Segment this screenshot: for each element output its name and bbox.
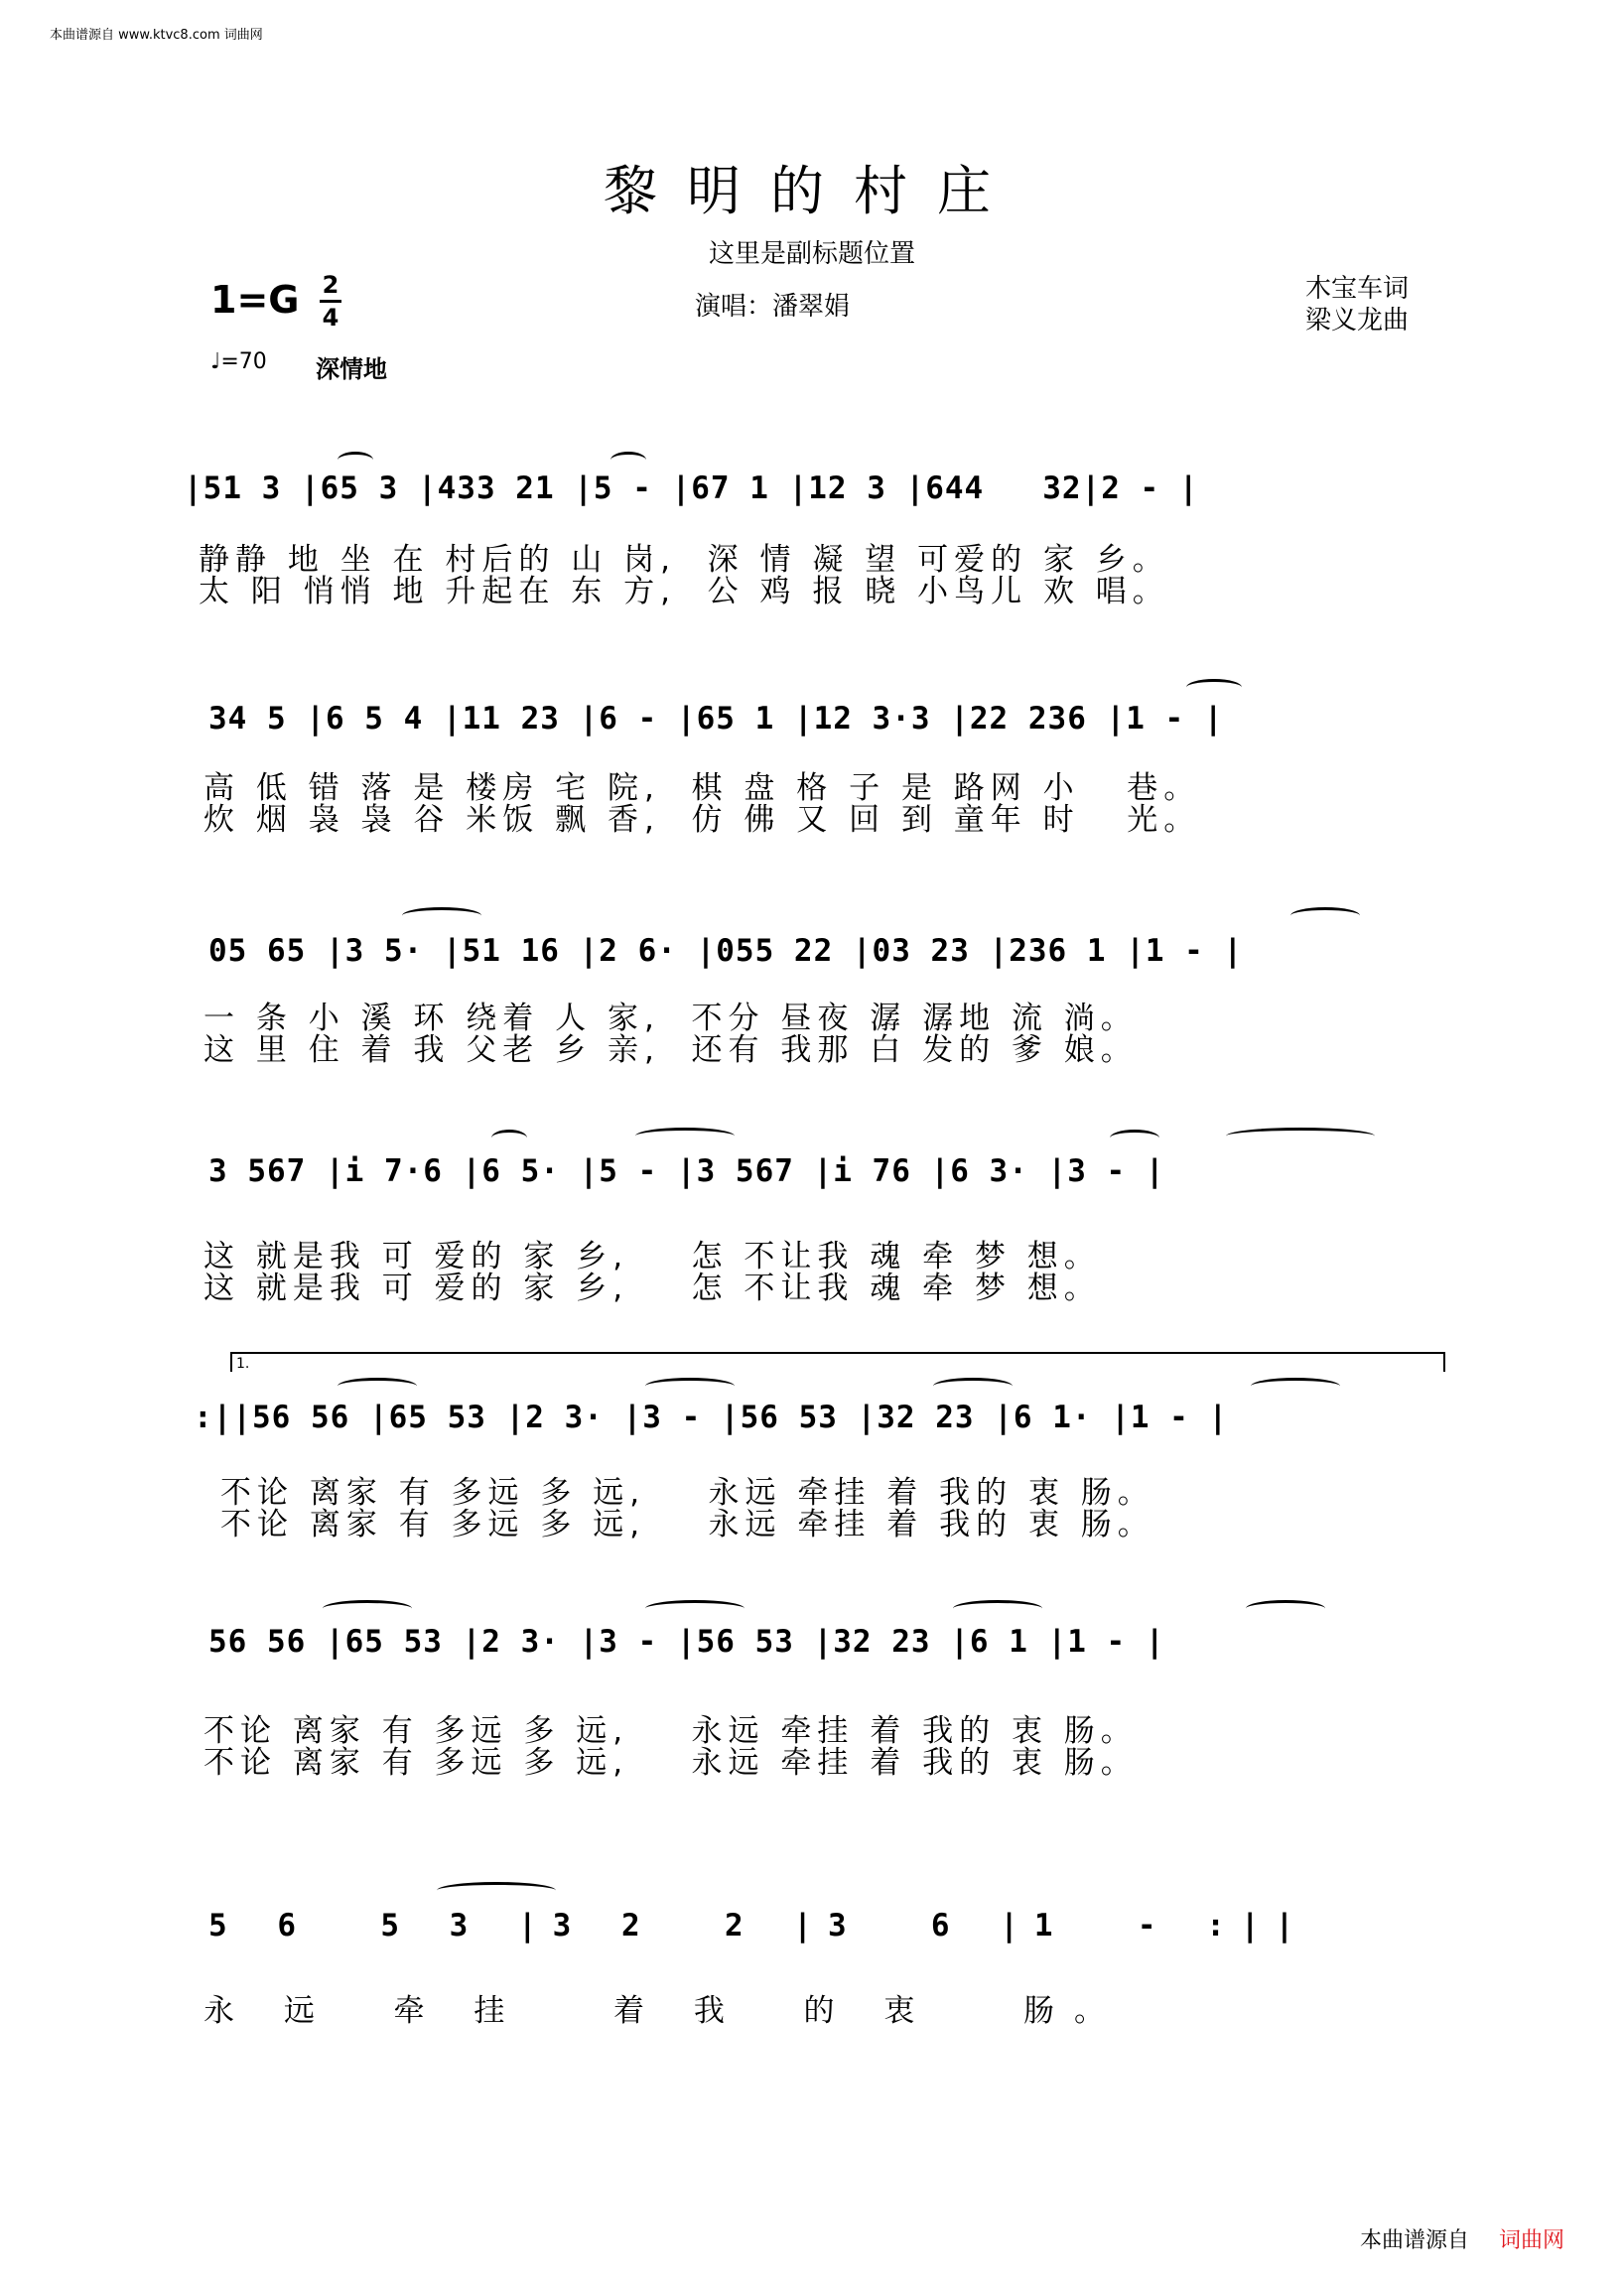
system-7-lyrics: 永 远 牵 挂 着 我 的 衷 肠。 [203, 1993, 1125, 2029]
system-1-lyrics-verse-2: 太 阳 悄悄 地 升起在 东 方, 公 鸡 报 晓 小鸟儿 欢 唱。 [199, 574, 1169, 609]
slur [1226, 1128, 1375, 1144]
expression-marking: 深情地 [316, 355, 387, 383]
footer-site-link[interactable]: 词曲网 [1499, 2228, 1565, 2253]
system-5-notes: :||56 56 |65 53 |2 3· |3 - |56 53 |32 23 |6 1· |1 - | [194, 1400, 1229, 1435]
song-title: 黎明的村庄 [604, 160, 1020, 222]
system-2-notes: 34 5 |6 5 4 |11 23 |6 - |65 1 |12 3·3 |22 236 |1 - | [208, 701, 1224, 737]
time-signature [320, 272, 341, 331]
system-1-notes: |51 3 |65 3 |433 21 |5 - |67 1 |12 3 |644 32|2 - | [184, 470, 1199, 506]
tempo-marking: ♩=70 [210, 349, 267, 374]
slur [953, 1600, 1042, 1617]
system-2-lyrics-verse-2: 炊 烟 袅 袅 谷 米饭 飘 香, 仿 佛 又 回 到 童年 时 光。 [203, 802, 1201, 838]
lyricist-credit: 木宝车词 [1305, 274, 1410, 304]
system-4-notes: 3 567 |i 7·6 |6 5· |5 - |3 567 |i 76 |6 3· |3 - | [208, 1153, 1165, 1189]
right-margin-watermark [1606, 0, 1624, 2278]
slur [933, 1378, 1013, 1395]
slur [645, 1600, 744, 1617]
time-signature-line [320, 300, 341, 303]
slur [402, 907, 481, 924]
system-2-lyrics-verse-1: 高 低 错 落 是 楼房 宅 院, 棋 盘 格 子 是 路网 小 巷。 [203, 770, 1201, 806]
system-3-notes: 05 65 |3 5· |51 16 |2 6· |055 22 |03 23 |236 1 |1 - | [208, 933, 1244, 969]
system-5-lyrics-verse-2: 不论 离家 有 多远 多 远, 永远 牵挂 着 我的 衷 肠。 [220, 1507, 1154, 1542]
system-4-lyrics-verse-1: 这 就是我 可 爱的 家 乡, 怎 不让我 魂 牵 梦 想。 [203, 1239, 1101, 1274]
slur [338, 1378, 417, 1395]
slur [645, 1378, 735, 1395]
slur [635, 1128, 735, 1144]
header-source-text: 本曲谱源自 www.ktvc8.com 词曲网 [50, 28, 263, 43]
slur [338, 452, 373, 469]
volta-number: 1. [236, 1356, 250, 1372]
system-6-lyrics-verse-1: 不论 离家 有 多远 多 远, 永远 牵挂 着 我的 衷 肠。 [203, 1713, 1138, 1749]
system-6-notes: 56 56 |65 53 |2 3· |3 - |56 53 |32 23 |6 1 |1 - | [208, 1624, 1165, 1660]
time-signature-top: 2 [322, 271, 339, 299]
slur [491, 1130, 527, 1146]
slur [1186, 679, 1242, 696]
slur [437, 1882, 556, 1899]
system-4-lyrics-verse-2: 这 就是我 可 爱的 家 乡, 怎 不让我 魂 牵 梦 想。 [203, 1271, 1101, 1306]
composer-credit: 梁义龙曲 [1305, 306, 1410, 335]
slur [1110, 1130, 1159, 1146]
slur [1246, 1600, 1325, 1617]
key-signature: 1=G [210, 278, 300, 322]
slur [323, 1600, 412, 1617]
slur [1251, 1378, 1340, 1395]
system-6-lyrics-verse-2: 不论 离家 有 多远 多 远, 永远 牵挂 着 我的 衷 肠。 [203, 1745, 1138, 1781]
time-signature-bottom: 4 [322, 304, 339, 332]
system-1-lyrics-verse-1: 静静 地 坐 在 村后的 山 岗, 深 情 凝 望 可爱的 家 乡。 [199, 542, 1169, 578]
slur [610, 452, 646, 469]
song-subtitle: 这里是副标题位置 [708, 239, 915, 269]
singer-credit: 演唱：潘翠娟 [695, 292, 851, 322]
system-3-lyrics-verse-1: 一 条 小 溪 环 绕着 人 家, 不分 昼夜 潺 潺地 流 淌。 [203, 1001, 1138, 1036]
left-margin-watermark [0, 0, 18, 2278]
system-7-notes: 5 6 5 3 |3 2 2 |3 6 |1 - :|| [208, 1908, 1310, 1943]
system-5-lyrics-verse-1: 不论 离家 有 多远 多 远, 永远 牵挂 着 我的 衷 肠。 [220, 1475, 1154, 1511]
volta-bracket [230, 1352, 1445, 1372]
footer-source-text: 本曲谱源自 [1360, 2228, 1470, 2253]
system-3-lyrics-verse-2: 这 里 住 着 我 父老 乡 亲, 还有 我那 白 发的 爹 娘。 [203, 1032, 1138, 1068]
slur [1290, 907, 1360, 924]
